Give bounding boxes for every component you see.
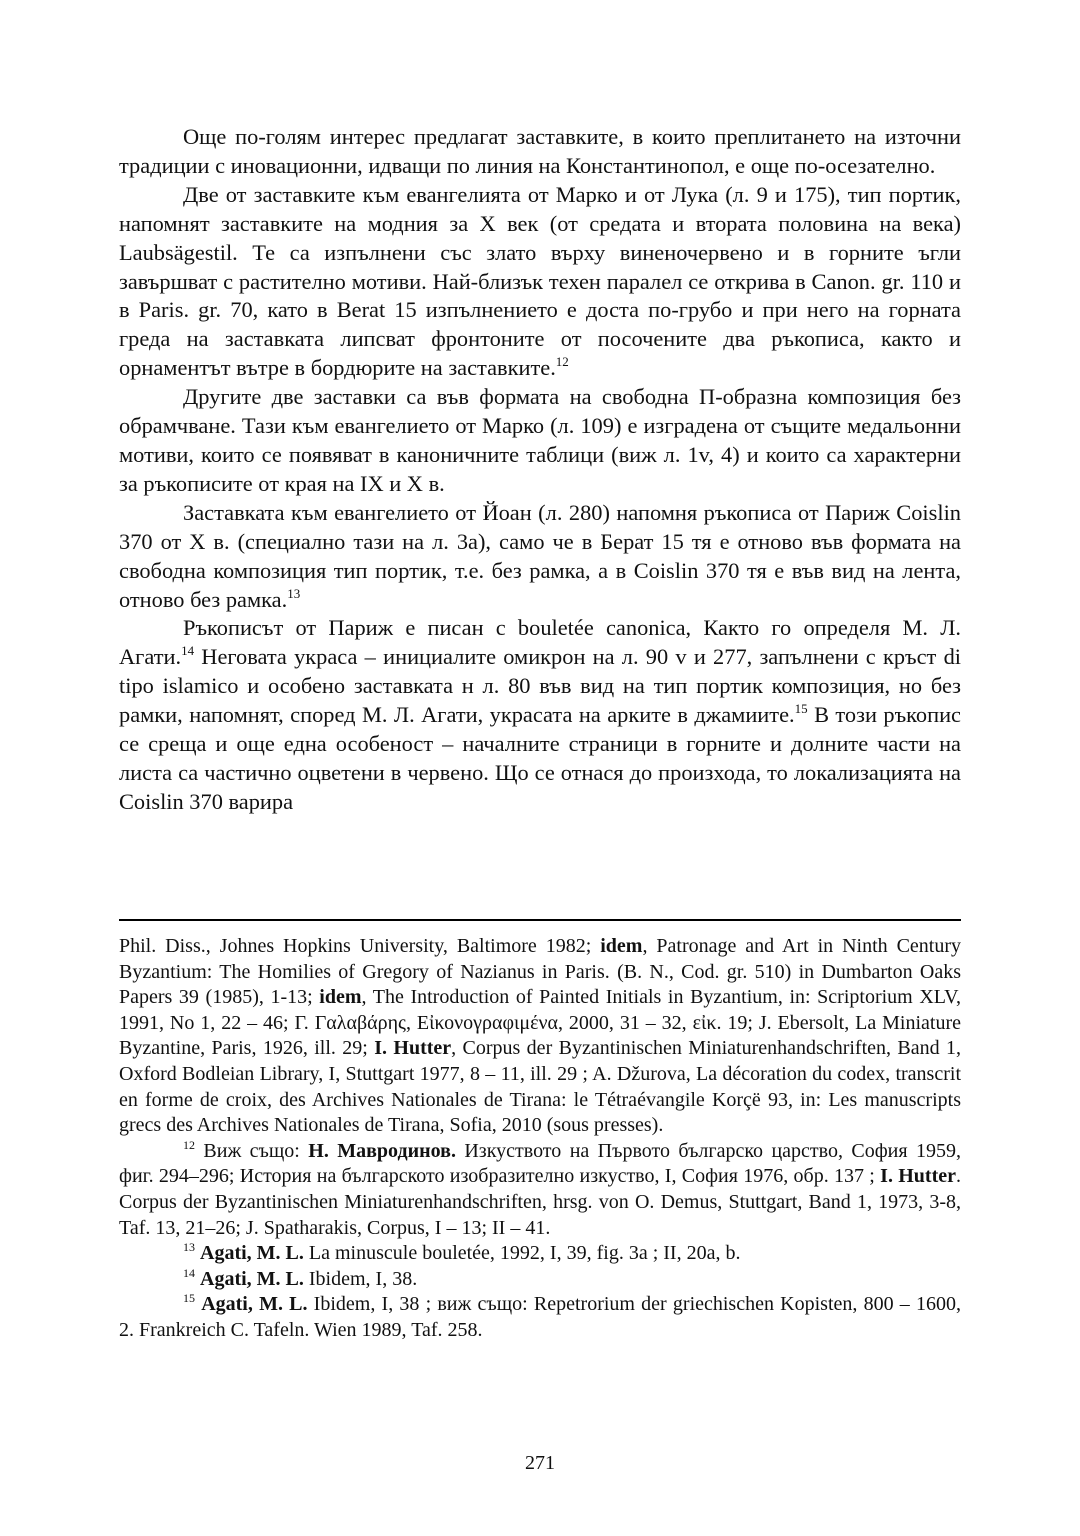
paragraph-4: Заставката към евангелието от Йоан (л. 280) напомня ръкописа от Париж Coislin 370 от X в. (специално тази на л. 3a), само че в Берат 15 тя е отново във формата на свободна композиция тип портик, т.е. без рамка, а в Coislin 370 тя е във вид на лента, отново без рамка.$^{13}$ [119, 499, 961, 612]
footnote-ref-14[interactable]: 14 [181, 643, 195, 659]
footnote-ref-13[interactable]: 13 [287, 585, 301, 601]
footnote-number: 12 [183, 1137, 195, 1152]
page-number: 271 [525, 1452, 555, 1474]
paragraph-1: Още по-голям интерес предлагат заставките, в които преплитането на източни традиции с иновационни, идващи по линия на Константинопол, е още по-осезателно. [119, 124, 961, 178]
paragraph-3: Другите две заставки са във формата на свободна П-образна композиция без обрамчване. Тази към евангелието от Марко (л. 109) е изградена от същите медальонни мотиви, които се появяват в каноничните таблици (виж л. 1v, 4) и които са характерни за ръкописите от края на IX и X в. [119, 384, 961, 496]
paragraph-5: Ръкописът от Париж е писан с bouletée canonica, Както го определя М. Л. Агати.$^{14}$ Неговата украса – инициалите омикрон на л. 90 v и 277, запълнени с кръст di tipo islamico и особено заставката н л. 80 във вид на тип портик композиция, но без рамки, напомнят, според М. Л. Агати, украсата на арките в джамиите.$^{15}$ В този ръкопис се среща и още една особеност – началните страници в горните и долните части на листа са частично оцветени в червено. Що се отнася до произхода, то локализацията на Coislin 370 варира [119, 615, 961, 814]
footnote-ref-12[interactable]: 12 [555, 354, 569, 370]
footnotes [119, 934, 961, 1344]
paragraph-2: Две от заставките към евангелията от Марко и от Лука (л. 9 и 175), тип портик, напомнят заставките на модния за X век (от средата и втората половина на века) Laubsägestil. Те са изпълнени със злато върху виненочервено и в горните ъгли завършват с растително мотиви. Най-близък техен паралел се открива в Canon. gr. 110 и в Paris. gr. 70, като в Berat 15 изпълнението е доста по-грубо и при него на горната греда на заставката липсват фронтоните от посочените два ръкописа, както и орнаментът вътре в бордюрите на заставките.$^{12}$ [119, 181, 961, 381]
footnote-separator [119, 919, 961, 921]
footnote-number: 14 [183, 1265, 195, 1280]
footnote-14: $^{14}$ Agati, M. L. Ibidem, I, 38. [183, 1265, 418, 1290]
footnote-number: 15 [183, 1291, 195, 1306]
footnote-15: $^{15}$ Agati, M. L. Ibidem, I, 38 ; виж също: Repetrorium der griechischen Kopisten, 800 – 1600, 2. Frankreich C. Tafeln. Wien 1989, Taf. 258. [119, 1291, 961, 1341]
footnote-continuation: Phil. Diss., Johnes Hopkins University, Baltimore 1982; idem, Patronage and Art in Ninth Century Byzantium: The Homilies of Gregory of Nazianus in Paris. (B. N., Cod. gr. 510) in Dumbarton Oaks Papers 39 (1985), 1-13; idem, The Introduction of Painted Initials in Byzantium, in: Scriptorium XLV, 1991, No 1, 22 – 46; Г. Γαλαβάρης, Εἰκονογραφιμένα, 2000, 31 – 32, εἰκ. 19; J. Ebersolt, La Miniature Byzantine, Paris, 1926, ill. 29; I. Hutter, Corpus der Byzantinischen Miniaturenhandschriften, Band 1, Oxford Bodleian Library, I, Stuttgart 1977, 8 – 11, ill. 29 ; A. Džurova, La décoration du codex, transcrit en forme de croix, des Archives Nationales de Tirana: le Tétraévangile Korçë 93, in: Les manuscripts grecs des Archives Nationales de Tirana, Sofia, 2010 (sous presses). [119, 935, 962, 1137]
body-text [119, 123, 961, 817]
footnote-ref-15[interactable]: 15 [794, 701, 808, 717]
footnote-number: 13 [183, 1240, 195, 1255]
footnote-12: $^{12}$ Виж също: Н. Мавродинов. Изкуството на Първото българско царство, София 1959, фиг. 294–296; История на българското изобразително изкуство, I, София 1976, обр. 137 ; I. Hutter. Corpus der Byzantinischen Miniaturenhandschriften, hrsg. von O. Demus, Stuttgart, Band 1, 1973, 3-8, Taf. 13, 21–26; J. Spatharakis, Corpus, I – 13; II – 41. [119, 1137, 961, 1239]
footnote-13: $^{13}$ Agati, M. L. La minuscule bouletée, 1992, I, 39, fig. 3a ; II, 20a, b. [183, 1240, 741, 1265]
